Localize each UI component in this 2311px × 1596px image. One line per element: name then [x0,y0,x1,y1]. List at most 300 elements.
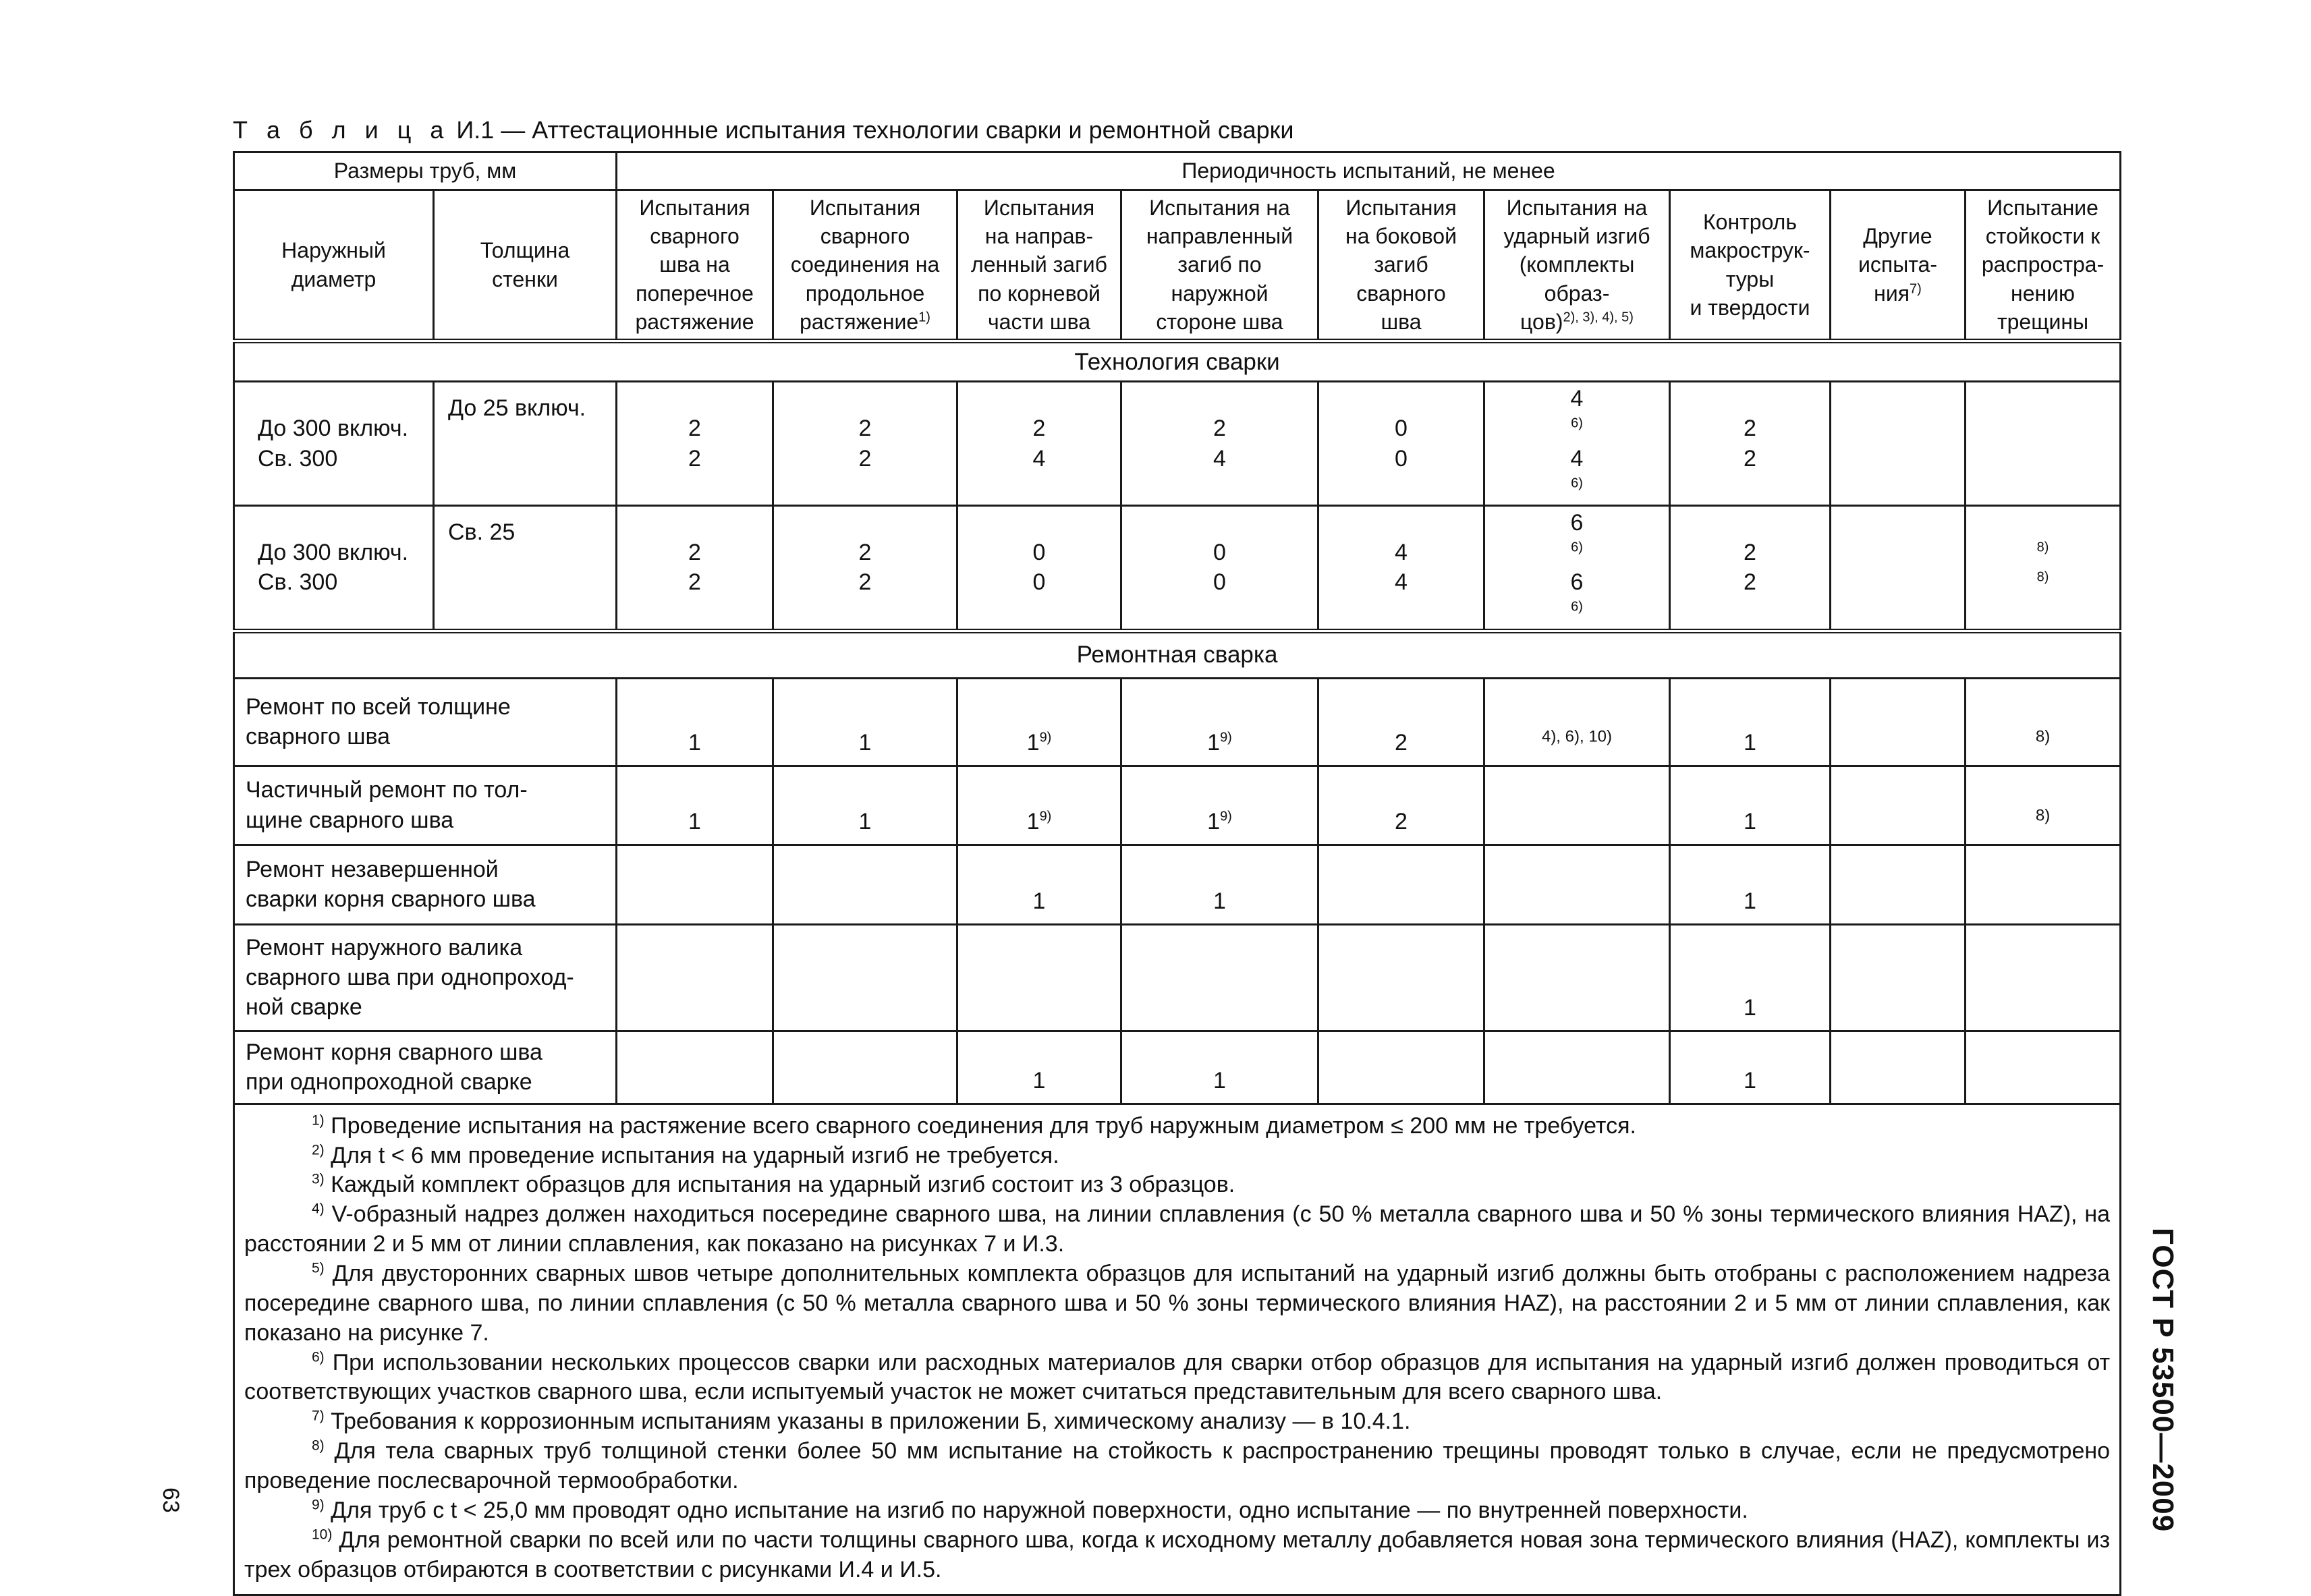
repair-label [234,678,617,766]
value-cell [957,845,1121,924]
value-cell [1670,382,1831,506]
value: 1 [1207,809,1221,835]
value-cell [1121,1031,1318,1104]
footnote-number: 6) [312,1349,325,1365]
repair-label-line: Ремонт корня сварного шва [246,1039,542,1065]
table-body [234,152,2121,1595]
value-line [1675,538,1825,567]
value: 0 [1395,445,1408,472]
value-cell [1318,382,1484,506]
value-cell [1318,678,1484,766]
value-line [778,538,952,567]
header-line: Другие [1863,224,1932,249]
value-line [1489,444,1665,503]
value-cell [1121,924,1318,1031]
value: 6 [1570,569,1584,596]
value-cell [1484,505,1670,631]
header-line: (комплекты [1519,252,1635,277]
value-cell [957,766,1121,845]
cell-line: диаметр [291,266,377,291]
value-cell [1318,924,1484,1031]
value: 2 [688,540,701,566]
header-line: Испытания [639,196,750,220]
value-line [1489,567,1665,627]
header-line: поперечное [636,281,754,306]
value-cell [617,505,773,631]
repair-label [234,1031,617,1104]
footnote-ref: 9) [1039,809,1052,825]
cell-line: Наружный [281,238,386,263]
diameter-value: Св. 300 [258,569,338,596]
value-cell [1831,382,1966,506]
value: 2 [1213,416,1226,442]
standard-designation: ГОСТ Р 53500—2009 [2146,1228,2179,1533]
value-line [1323,567,1479,597]
value-cell [1831,505,1966,631]
value-cell [957,1031,1121,1104]
header-line: Испытание [1987,196,2098,220]
value-line [1970,538,2115,567]
value-line [778,444,952,474]
attestation-table [233,151,2121,1596]
value-cell [1484,766,1670,845]
header-line: части шва [988,309,1090,334]
value: 4 [1395,569,1408,596]
value: 1 [1213,888,1226,915]
header-line: сварного [1356,281,1446,306]
value-cell [957,924,1121,1031]
repair-label-line: Ремонт наружного валика [246,934,523,961]
footnote-number: 10) [312,1527,333,1543]
value: 0 [1213,569,1226,596]
value: 2 [1395,730,1408,756]
header-line: Испытания на [1506,196,1648,220]
value-cell [1318,505,1484,631]
value-cell [1966,505,2121,631]
value-cell [957,382,1121,506]
test-header [773,190,957,341]
footnote-ref: 8) [2035,807,2051,826]
value-line [1489,384,1665,443]
outer-diameter-cell [234,382,434,506]
footnote-ref: 8) [2036,569,2049,585]
header-line: на боковой [1345,224,1457,249]
header-row-2 [234,190,2121,341]
header-line: соединения на [790,252,940,277]
test-header [1966,190,2121,341]
header-line: ударный изгиб [1503,224,1650,249]
value-line [621,444,768,474]
repair-label-line: ной сварке [246,994,362,1021]
value-cell [1966,924,2121,1031]
header-line [777,308,953,336]
footnote [244,1348,2110,1408]
value-cell [1484,382,1670,506]
header-line [1834,279,1961,308]
value-cell [1484,1031,1670,1104]
page-number: 63 [158,1487,184,1513]
footnote-number: 1) [312,1112,325,1129]
test-header [1318,190,1484,341]
value-line [1835,444,1960,474]
repair-label-line: сварного шва [246,724,391,750]
footnote-ref: 9) [1039,731,1052,746]
value-cell [1670,1031,1831,1104]
header-line: Испытания [1345,196,1457,220]
value: 1 [858,730,872,756]
value: 2 [688,416,701,442]
value: 2 [1744,445,1756,472]
value-cell [1966,845,2121,924]
footnote [244,1407,2110,1437]
value-line [1126,444,1313,474]
value: 2 [688,569,701,596]
value-cell [773,678,957,766]
value-cell [1121,766,1318,845]
value-cell [617,382,773,506]
footnote-text: Для t < 6 мм проведение испытания на ударный изгиб не требуется. [324,1142,1059,1168]
value-cell [1670,678,1831,766]
value: 4 [1395,540,1408,566]
value-line [962,444,1116,474]
value-line [1323,444,1479,474]
value: 1 [858,809,872,835]
header-line: по корневой [978,281,1101,306]
value: 2 [688,445,701,472]
value: 0 [1032,569,1046,596]
value: 1 [1213,1068,1226,1094]
footnote-number: 8) [312,1437,325,1454]
value-cell [773,766,957,845]
value-cell [773,924,957,1031]
header-line: стойкости к [1985,224,2100,249]
value: 4 [1213,445,1226,472]
section-title-welding: Технология сварки [234,341,2121,382]
value-cell [1670,845,1831,924]
value-cell [773,382,957,506]
value-cell [617,766,773,845]
value: 2 [1032,416,1046,442]
footnote-ref: 4), 6), 10) [1541,728,1613,747]
repair-label-line: щине сварного шва [246,807,454,833]
footnote [244,1496,2110,1526]
footnote [244,1437,2110,1496]
value: 1 [1744,730,1756,756]
footnote-text: Требования к коррозионным испытаниям указаны в приложении Б, химическому анализу — в 10.4.1. [324,1408,1411,1435]
footnote-number: 7) [312,1408,325,1424]
header-line: шва [1381,309,1422,334]
value-line [962,567,1116,597]
header-line: стороне шва [1156,309,1283,334]
footnote-ref: 6) [1571,416,1583,432]
cell-line: Толщина [480,238,570,263]
footnote [244,1259,2110,1348]
header-line: туры [1725,266,1775,291]
value-line [1970,444,2115,474]
footnote [244,1526,2110,1585]
footnote-text: При использовании нескольких процессов сварки или расходных материалов для сварки отбор образцов для испытания на ударный изгиб должен проводиться от соответствующих участков сварного шва, если испытуемый участок не может считаться представительным для всего сварного шва. [244,1349,2111,1405]
section-row [234,341,2121,382]
value-line [962,414,1116,443]
value-cell [1831,678,1966,766]
value: 4 [1570,386,1584,412]
footnotes-row [234,1104,2121,1595]
header-line: трещины [1997,309,2089,334]
repair-label-line: Ремонт незавершенной [246,856,499,882]
header-line-text: ния [1874,281,1910,306]
value-line [778,567,952,597]
value: 2 [1744,416,1756,442]
value-line [1835,414,1960,444]
value-cell [1670,924,1831,1031]
footnote-ref: 7) [1910,281,1922,297]
test-header [1484,190,1670,341]
value: 1 [1744,888,1756,915]
footnote-text: Для двусторонних сварных швов четыре дополнительных комплекта образцов для испытаний на ударный изгиб должны быть отобраны с расположением надреза посередине сварного шва, по линии сплавления (с 50 % металла сварного шва и 50 % зоны термического влияния HAZ), на расстоянии 2 и 5 мм от линии сплавления, как показано на рисунке 7. [244,1260,2111,1346]
value-cell [1966,1031,2121,1104]
header-line: распростра- [1981,252,2105,277]
value: 1 [688,730,701,756]
repair-row [234,845,2121,924]
value-cell [1318,845,1484,924]
value-cell [617,845,773,924]
value-line [621,538,768,567]
wall-thickness-header [434,190,617,341]
value-cell [1831,924,1966,1031]
header-line: испыта- [1858,252,1937,277]
header-line: загиб [1374,252,1428,277]
pipe-sizes-header: Размеры труб, мм [234,152,617,190]
header-line: направленный [1146,224,1293,249]
value: 0 [1395,416,1408,442]
repair-label-line: сварки корня сварного шва [246,886,536,913]
footnote-number: 9) [312,1497,325,1513]
header-line: на направ- [984,224,1094,249]
repair-label-line: Ремонт по всей толщине [246,693,511,720]
value: 1 [1744,995,1756,1021]
value-cell [1318,766,1484,845]
footnotes [234,1104,2121,1595]
header-line: нению [2011,281,2076,306]
value-line [1675,414,1825,443]
header-line: Контроль [1703,210,1797,235]
header-line: образ- [1544,281,1610,306]
test-header [1831,190,1966,341]
repair-label [234,845,617,924]
header-line [1488,308,1666,336]
footnote-text: V-образный надрез должен находиться посередине сварного шва, на линии сплавления (с 50 % металла сварного шва и 50 % зоны термического влияния HAZ), на расстоянии 2 и 5 мм от линии сплавления, как показано на рисунках 7 и И.3. [244,1201,2111,1257]
value: 0 [1213,540,1226,566]
value: 1 [1744,809,1756,835]
footnote [244,1200,2110,1259]
value-cell [617,678,773,766]
footnote-text: Проведение испытания на растяжение всего сварного соединения для труб наружным диаметром ≤ 200 мм не требуется. [324,1112,1636,1139]
value-line [778,414,952,443]
test-header [957,190,1121,341]
footnote-ref: 1) [918,310,930,325]
value-line [621,414,768,443]
value-line [962,538,1116,567]
value: 0 [1032,540,1046,566]
repair-row [234,1031,2121,1104]
value-line [621,567,768,597]
diameter-value: До 300 включ. [258,540,409,566]
diameter-value: Св. 300 [258,445,338,472]
caption-prefix: Т а б л и ц а [233,116,450,144]
value: 2 [858,569,872,596]
value: 2 [858,445,872,472]
footnote-ref: 8) [2035,728,2051,747]
value-line [1126,414,1313,443]
value-line [1675,567,1825,597]
value-cell [1670,505,1831,631]
value-cell [617,1031,773,1104]
value: 2 [1744,540,1756,566]
test-header [1121,190,1318,341]
value: 4 [1032,445,1046,472]
section-row [234,631,2121,678]
footnote-text: Для ремонтной сварки по всей или по части толщины сварного шва, когда к исходному металлу добавляется новая зона термического влияния (HAZ), комплекты из трех образцов отбираются в соответствии с рисунками И.4 и И.5. [244,1527,2111,1583]
footnote-ref: 9) [1220,731,1232,746]
header-line: Испытания [983,196,1095,220]
header-row-1 [234,152,2121,190]
footnote-ref: 6) [1571,476,1583,491]
test-header [617,190,773,341]
value-line [1675,444,1825,474]
value-cell [1484,924,1670,1031]
value: 2 [1744,569,1756,596]
footnote-ref: 2), 3), 4), 5) [1563,310,1634,325]
value: 6 [1570,509,1584,536]
header-line: ленный загиб [971,252,1107,277]
footnote [244,1170,2110,1200]
value-cell [1966,766,2121,845]
footnote-ref: 9) [1220,809,1232,825]
welding-row [234,382,2121,506]
value-line [1126,567,1313,597]
value-line [1489,508,1665,567]
repair-row [234,766,2121,845]
value: 1 [1032,888,1046,915]
table-caption [233,116,1293,144]
value-cell [957,678,1121,766]
value-line [1126,538,1313,567]
caption-label: И.1 — Аттестационные испытания технологии сварки и ремонтной сварки [449,116,1294,144]
wall-thickness-cell: До 25 включ. [434,382,617,506]
footnote-ref: 6) [1571,600,1583,615]
cell-line: стенки [492,266,558,291]
repair-row [234,678,2121,766]
outer-diameter-header [234,190,434,341]
periodicity-header: Периодичность испытаний, не менее [617,152,2121,190]
value-cell [1831,1031,1966,1104]
value: 4 [1570,445,1584,472]
header-line: Испытания на [1149,196,1290,220]
value-cell [773,1031,957,1104]
footnote-text: Каждый комплект образцов для испытания на ударный изгиб состоит из 3 образцов. [324,1172,1235,1198]
value: 1 [1744,1068,1756,1094]
footnote-text: Для труб с t < 25,0 мм проводят одно испытание на изгиб по наружной поверхности, одно испытание — по внутренней поверхности. [324,1497,1748,1523]
value: 1 [1032,1068,1046,1094]
value-cell [1121,845,1318,924]
header-line: шва на [659,252,730,277]
value-cell [957,505,1121,631]
value-cell [1121,505,1318,631]
repair-label-line: сварного шва при однопроход- [246,965,574,991]
value: 2 [1395,809,1408,835]
value-cell [1831,766,1966,845]
value-cell [1831,845,1966,924]
value: 1 [1026,730,1040,756]
value-cell [773,845,957,924]
value-line [1970,414,2115,444]
header-line: Испытания [809,196,921,220]
footnote-number: 4) [312,1201,325,1217]
value-line [1970,567,2115,597]
value-cell [1121,678,1318,766]
footnote [244,1141,2110,1171]
value: 2 [858,540,872,566]
repair-label-line: Частичный ремонт по тол- [246,777,528,803]
value-cell [1484,678,1670,766]
value-line [1835,538,1960,567]
footnote-ref: 6) [1571,540,1583,555]
welding-row [234,505,2121,631]
value-cell [1484,845,1670,924]
value: 2 [858,416,872,442]
repair-label [234,924,617,1031]
wall-thickness-cell: Св. 25 [434,505,617,631]
value-cell [1966,382,2121,506]
value-cell [1966,678,2121,766]
value-line [1835,567,1960,597]
footnote-number: 2) [312,1142,325,1158]
footnote-text: Для тела сварных труб толщиной стенки более 50 мм испытание на стойкость к распространению трещины проводят только в случае, если не предусмотрено проведение послесварочной термообработки. [244,1438,2111,1493]
diameter-value: До 300 включ. [258,416,409,442]
value-cell [773,505,957,631]
footnote [244,1112,2110,1141]
header-line: сварного [820,224,910,249]
header-line: растяжение [635,309,754,334]
header-line: наружной [1171,281,1269,306]
repair-label-line: при однопроходной сварке [246,1069,532,1095]
value-cell [1318,1031,1484,1104]
header-line: и твердости [1690,295,1810,320]
repair-row [234,924,2121,1031]
value-line [1323,538,1479,567]
header-line-text: цов) [1520,309,1563,334]
header-line-text: растяжение [800,309,919,334]
header-line: макрострук- [1690,238,1810,263]
value-cell [617,924,773,1031]
test-header [1670,190,1831,341]
outer-diameter-cell [234,505,434,631]
header-line: продольное [805,281,925,306]
value-line [1323,414,1479,443]
header-line: загиб по [1177,252,1262,277]
value: 1 [688,809,701,835]
value: 1 [1026,809,1040,835]
value-cell [1670,766,1831,845]
value-cell [1121,382,1318,506]
section-title-repair: Ремонтная сварка [234,631,2121,678]
footnote-number: 5) [312,1260,325,1276]
value: 1 [1207,730,1221,756]
repair-label [234,766,617,845]
header-line: сварного [650,224,740,249]
footnote-number: 3) [312,1172,325,1188]
footnote-ref: 8) [2036,540,2049,555]
